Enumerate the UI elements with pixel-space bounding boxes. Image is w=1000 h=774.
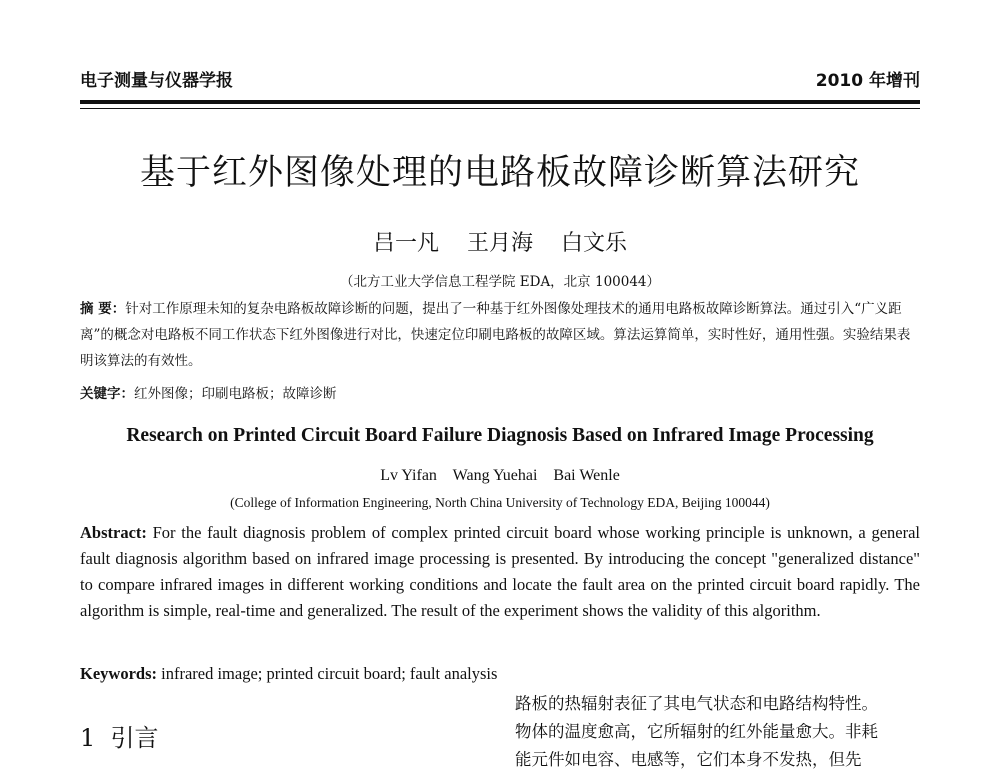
body-column-right bbox=[515, 690, 920, 774]
keywords-cn bbox=[80, 381, 920, 407]
affiliation-cn: （北方工业大学信息工程学院 EDA，北京 100044） bbox=[339, 274, 661, 290]
keywords-cn-label: 关键字： bbox=[80, 386, 134, 402]
keywords-cn-text: 红外图像；印刷电路板；故障诊断 bbox=[134, 386, 337, 402]
section-heading bbox=[80, 718, 159, 753]
body-line: 物体的温度愈高，它所辐射的红外能量愈大。非耗 bbox=[515, 722, 878, 741]
header-rule-thick bbox=[80, 100, 920, 104]
authors-en: Lv Yifan Wang Yuehai Bai Wenle bbox=[380, 467, 620, 484]
abstract-en-text: For the fault diagnosis problem of complex printed circuit board whose working principle is unknown, a general fault diagnosis algorithm based on infrared image processing is presented. By introducing the concept "generalized distance" to compare infrared images in different working conditions and locate the fault area on the printed circuit board rapidly. The algorithm is simple, real-time and generalized. The result of the experiment shows the validity of this algorithm. bbox=[80, 523, 920, 620]
section-title: 引言 bbox=[110, 724, 159, 752]
abstract-cn-label: 摘 要： bbox=[80, 301, 126, 317]
keywords-en-label: Keywords: bbox=[80, 664, 157, 683]
abstract-cn-text: 针对工作原理未知的复杂电路板故障诊断的问题，提出了一种基于红外图像处理技术的通用电路板故障诊断算法。通过引入“广义距离”的概念对电路板不同工作状态下红外图像进行对比，快速定位印刷电路板的故障区域。算法运算简单，实时性好，通用性强。实验结果表明该算法的有效性。 bbox=[80, 301, 911, 369]
issue-label: 2010 年增刊 bbox=[815, 71, 920, 91]
journal-name: 电子测量与仪器学报 bbox=[80, 71, 233, 91]
authors-cn: 吕一凡 王月海 白文乐 bbox=[373, 231, 627, 256]
abstract-en bbox=[80, 520, 920, 624]
header-rule-thin bbox=[80, 108, 920, 109]
section-number: 1 bbox=[80, 724, 96, 752]
affiliation-en: (College of Information Engineering, North China University of Technology EDA, Beijing 100044) bbox=[230, 495, 770, 510]
abstract-cn bbox=[80, 296, 920, 374]
keywords-en-text: infrared image; printed circuit board; fault analysis bbox=[161, 664, 498, 683]
body-line: 能元件如电容、电感等，它们本身不发热，但先 bbox=[515, 750, 862, 769]
keywords-en bbox=[80, 664, 920, 684]
body-line: 路板的热辐射表征了其电气状态和电路结构特性。 bbox=[515, 694, 878, 713]
abstract-en-label: Abstract: bbox=[80, 523, 147, 542]
paper-title-cn: 基于红外图像处理的电路板故障诊断算法研究 bbox=[139, 153, 860, 193]
paper-title-en: Research on Printed Circuit Board Failure Diagnosis Based on Infrared Image Processing bbox=[126, 425, 874, 446]
